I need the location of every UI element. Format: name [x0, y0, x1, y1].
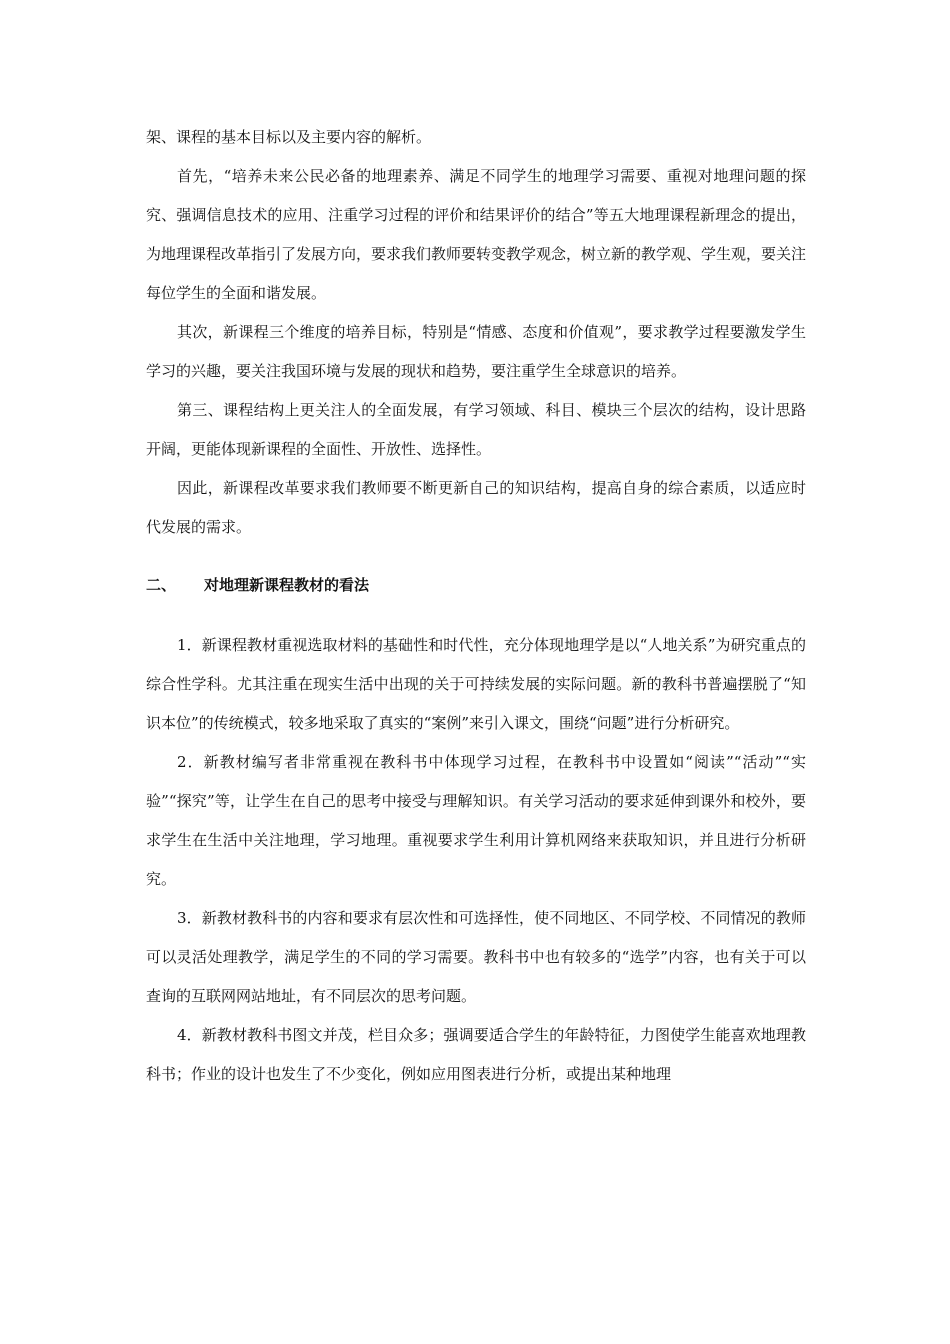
section-title: 对地理新课程教材的看法 — [204, 576, 370, 594]
list-item-4: 4．新教材教科书图文并茂，栏目众多；强调要适合学生的年龄特征，力图使学生能喜欢地理教科书；作业的设计也发生了不少变化，例如应用图表进行分析，或提出某种地理 — [146, 1026, 806, 1083]
spacer — [146, 605, 806, 626]
list-item-1: 1．新课程教材重视选取材料的基础性和时代性，充分体现地理学是以“人地关系”为研究重点的综合性学科。尤其注重在现实生活中出现的关于可持续发展的实际问题。新的教科书普遍摆脱了“知识本位”的传统模式，较多地采取了真实的“案例”来引入课文，围绕“问题”进行分析研究。 — [146, 636, 806, 732]
spacer — [146, 547, 806, 566]
paragraph-therefore: 因此，新课程改革要求我们教师要不断更新自己的知识结构，提高自身的综合素质，以适应时代发展的需求。 — [146, 479, 806, 536]
section-heading — [146, 566, 806, 605]
paragraph-third: 第三、课程结构上更关注人的全面发展，有学习领域、科目、模块三个层次的结构，设计思路开阔，更能体现新课程的全面性、开放性、选择性。 — [146, 401, 806, 458]
paragraph-second: 其次，新课程三个维度的培养目标，特别是“情感、态度和价值观”，要求教学过程要激发学生学习的兴趣，要关注我国环境与发展的现状和趋势，要注重学生全球意识的培养。 — [146, 323, 806, 380]
intro-tail-paragraph: 架、课程的基本目标以及主要内容的解析。 — [146, 128, 432, 146]
list-item-3: 3．新教材教科书的内容和要求有层次性和可选择性，使不同地区、不同学校、不同情况的教师可以灵活处理教学，满足学生的不同的学习需要。教科书中也有较多的“选学”内容，也有关于可以查询的互联网网站地址，有不同层次的思考问题。 — [146, 909, 806, 1005]
section-number: 二、 — [146, 576, 177, 594]
list-item-2: 2．新教材编写者非常重视在教科书中体现学习过程，在教科书中设置如“阅读”“活动”“实验”“探究”等，让学生在自己的思考中接受与理解知识。有关学习活动的要求延伸到课外和校外，要求学生在生活中关注地理，学习地理。重视要求学生利用计算机网络来获取知识，并且进行分析研究。 — [146, 753, 806, 888]
document-page — [146, 118, 806, 1094]
paragraph-first: 首先，“培养未来公民必备的地理素养、满足不同学生的地理学习需要、重视对地理问题的探究、强调信息技术的应用、注重学习过程的评价和结果评价的结合”等五大地理课程新理念的提出，为地理课程改革指引了发展方向，要求我们教师要转变教学观念，树立新的教学观、学生观，要关注每位学生的全面和谐发展。 — [146, 167, 807, 302]
